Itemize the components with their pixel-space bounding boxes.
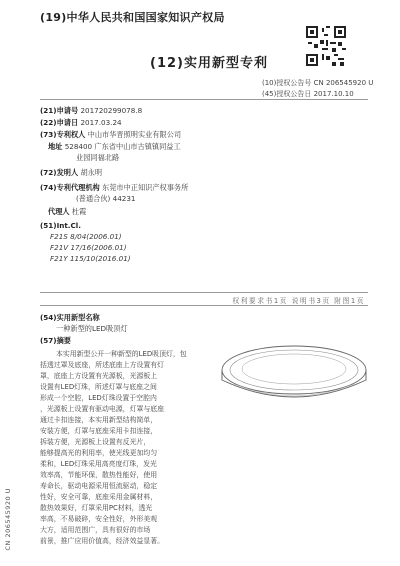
field-inventor: (72)发明人 胡永明 — [40, 168, 103, 177]
field-address: 地址 528400 广东省中山市古镇镇同益工 — [48, 142, 181, 151]
abstract-line: 设置有LED灯珠，所述灯罩与底座之间 — [40, 383, 157, 391]
abstract-line: 括透过罩及底座，所述底座上方设置有灯 — [40, 361, 165, 369]
lamp-figure — [214, 336, 374, 426]
abstract-line: 形成一个空腔，LED灯珠设置于空腔内 — [40, 394, 157, 402]
utility-model-title: 一种新型的LED吸顶灯 — [56, 324, 128, 333]
abstract-line: 安装方便，灯罩与底座采用卡扣连接， — [40, 427, 158, 435]
abstract-line: 效率高，节能环保，散热性能好，使用 — [40, 471, 158, 479]
abstract-label: (57)摘要 — [40, 336, 71, 345]
document-type-title: (12)实用新型专利 — [150, 56, 268, 71]
classification-1: F21S 8/04(2006.01) — [50, 232, 122, 241]
section-divider-2 — [40, 305, 368, 306]
abstract-line: 拆装方便，光源板上设置有反光片， — [40, 438, 151, 446]
abstract-line: 前景，推广应用价值高，经济效益显著。 — [40, 537, 165, 545]
field-application-date: (22)申请日 2017.03.24 — [40, 118, 122, 127]
publication-number: (10)授权公告号 CN 206545920 U — [262, 79, 374, 87]
utility-model-title-label: (54)实用新型名称 — [40, 313, 100, 322]
office-header: (19)中华人民共和国国家知识产权局 — [40, 11, 225, 24]
classification-2: F21V 17/16(2006.01) — [50, 243, 127, 252]
field-patentee: (73)专利权人 中山市华晋照明实业有限公司 — [40, 130, 182, 139]
abstract-line: 通过卡扣连接，本实用新型结构简单， — [40, 416, 158, 424]
qr-code-icon — [306, 26, 346, 66]
section-divider — [40, 292, 368, 293]
abstract-line: 柔和，LED灯珠采用高亮度灯珠，发光 — [40, 460, 157, 468]
field-agency: (74)专利代理机构 东莞市中正知识产权事务所 — [40, 183, 189, 192]
header-divider — [40, 99, 368, 100]
abstract-line: 本实用新型公开一种新型的LED吸顶灯，包 — [56, 350, 187, 358]
field-int-cl: (51)Int.Cl. — [40, 221, 81, 230]
abstract-line: 寿命长，驱动电源采用恒流驱动，稳定 — [40, 482, 158, 490]
page-count-note: 权利要求书1页 说明书3页 附图1页 — [232, 297, 365, 305]
field-agent: 代理人 杜霞 — [48, 207, 87, 216]
field-address-cont: 业园同福北路 — [76, 153, 120, 162]
field-application-number: (21)申请号 201720299078.8 — [40, 106, 143, 115]
abstract-line: 性好，安全可靠，底座采用金属材料， — [40, 493, 158, 501]
abstract-line: 大方，适用范围广，具有很好的市场 — [40, 526, 151, 534]
classification-3: F21Y 115/10(2016.01) — [50, 254, 131, 263]
abstract-line: 罩，底座上方设置有光源板，光源板上 — [40, 372, 158, 380]
side-publication-number: CN 206545920 U — [4, 488, 12, 551]
abstract-line: 率高，不易破碎，安全性好，外形美观 — [40, 515, 158, 523]
abstract-line: 散热效果好，灯罩采用PC材料，透光 — [40, 504, 153, 512]
field-agency-cont: (普通合伙) 44231 — [76, 194, 136, 203]
abstract-line: 能够提高光的利用率，使光线更加均匀 — [40, 449, 158, 457]
abstract-line: ，光源板上设置有驱动电源，灯罩与底座 — [40, 405, 165, 413]
publication-date: (45)授权公告日 2017.10.10 — [262, 90, 354, 98]
